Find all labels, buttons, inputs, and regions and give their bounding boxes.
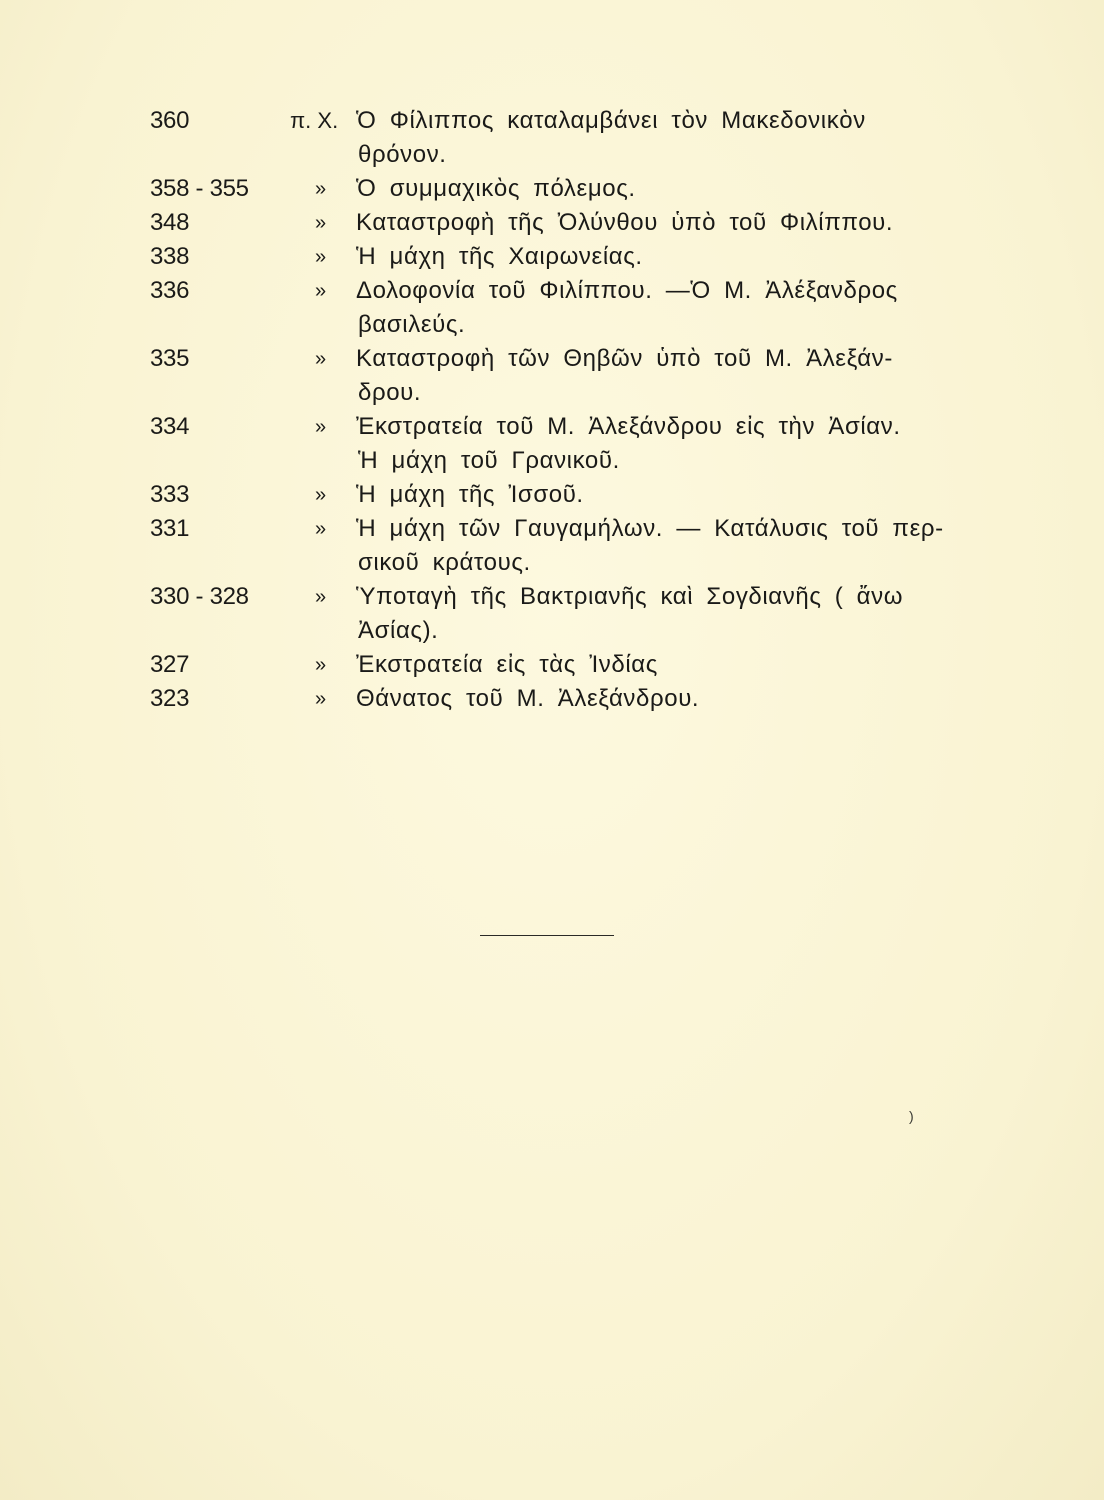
entry-event	[356, 240, 980, 274]
entry-event	[356, 104, 980, 172]
chronology-entry	[150, 240, 980, 274]
chronology-entry	[150, 206, 980, 240]
event-line: Ὁ συμμαχικὸς πόλεμος.	[356, 175, 636, 202]
entry-event	[356, 172, 980, 206]
event-line: Ἐκστρατεία εἰς τὰς Ἰνδίας	[356, 651, 658, 678]
entry-era: »	[315, 212, 327, 234]
entry-event	[356, 682, 980, 716]
chronology-entry	[150, 342, 980, 410]
entry-year: 335	[150, 345, 190, 372]
entry-year: 323	[150, 685, 190, 712]
chronology-entry	[150, 512, 980, 580]
entry-era: »	[315, 518, 327, 540]
entry-year: 360	[150, 107, 190, 134]
event-line: Ἡ μάχη τῆς Χαιρωνείας.	[356, 243, 643, 270]
event-line: Ὁ Φίλιππος καταλαμβάνει τὸν Μακεδονικὸν	[356, 107, 866, 134]
event-line: Ἀσίας).	[358, 617, 439, 644]
chronology-entry	[150, 274, 980, 342]
entry-event	[356, 342, 980, 410]
entry-year: 338	[150, 243, 190, 270]
event-line: Ἡ μάχη τῆς Ἰσσοῦ.	[356, 481, 584, 508]
event-line: Καταστροφὴ τῶν Θηβῶν ὑπὸ τοῦ Μ. Ἀλεξάν-	[356, 345, 893, 372]
end-divider-rule	[480, 935, 614, 936]
event-line: βασιλεύς.	[358, 311, 466, 338]
event-line: Θάνατος τοῦ Μ. Ἀλεξάνδρου.	[356, 685, 700, 712]
chronology-entry	[150, 682, 980, 716]
entry-year: 358 - 355	[150, 175, 249, 202]
event-line: Ἡ μάχη τῶν Γαυγαμήλων. — Κατάλυσις τοῦ περ-	[356, 515, 944, 542]
stray-mark: )	[909, 1108, 914, 1124]
entry-era: »	[315, 688, 327, 710]
chronology-entry	[150, 410, 980, 478]
entry-year: 348	[150, 209, 190, 236]
entry-event	[356, 648, 980, 682]
entry-event	[356, 206, 980, 240]
entry-year: 331	[150, 515, 190, 542]
entry-year: 336	[150, 277, 190, 304]
chronology-entry	[150, 172, 980, 206]
chronology-entry	[150, 648, 980, 682]
entry-era: »	[315, 586, 327, 608]
event-line: σικοῦ κράτους.	[358, 549, 531, 576]
chronology-entry	[150, 478, 980, 512]
entry-year: 334	[150, 413, 190, 440]
chronology-entry	[150, 580, 980, 648]
entry-era: π. Χ.	[290, 108, 339, 133]
entry-era: »	[315, 654, 327, 676]
entry-event	[356, 580, 980, 648]
entry-era: »	[315, 280, 327, 302]
chronology-table	[150, 104, 980, 716]
event-line: Καταστροφὴ τῆς Ὀλύνθου ὑπὸ τοῦ Φιλίππου.	[356, 209, 894, 236]
entry-era: »	[315, 348, 327, 370]
entry-era: »	[315, 246, 327, 268]
entry-year: 330 - 328	[150, 583, 249, 610]
entry-era: »	[315, 484, 327, 506]
entry-event	[356, 274, 980, 342]
event-line: Δολοφονία τοῦ Φιλίππου. —Ὁ Μ. Ἀλέξανδρος	[356, 277, 898, 304]
entry-event	[356, 512, 980, 580]
chronology-entry	[150, 104, 980, 172]
entry-event	[356, 478, 980, 512]
event-line: δρου.	[358, 379, 422, 406]
event-line: θρόνον.	[358, 141, 447, 168]
event-line: Ὑποταγὴ τῆς Βακτριανῆς καὶ Σογδιανῆς ( ἄνω	[356, 583, 904, 610]
entry-year: 327	[150, 651, 190, 678]
entry-year: 333	[150, 481, 190, 508]
event-line: Ἐκστρατεία τοῦ Μ. Ἀλεξάνδρου εἰς τὴν Ἀσίαν.	[356, 413, 901, 440]
entry-era: »	[315, 178, 327, 200]
entry-event	[356, 410, 980, 478]
event-line: Ἡ μάχη τοῦ Γρανικοῦ.	[358, 447, 620, 474]
entry-era: »	[315, 416, 327, 438]
